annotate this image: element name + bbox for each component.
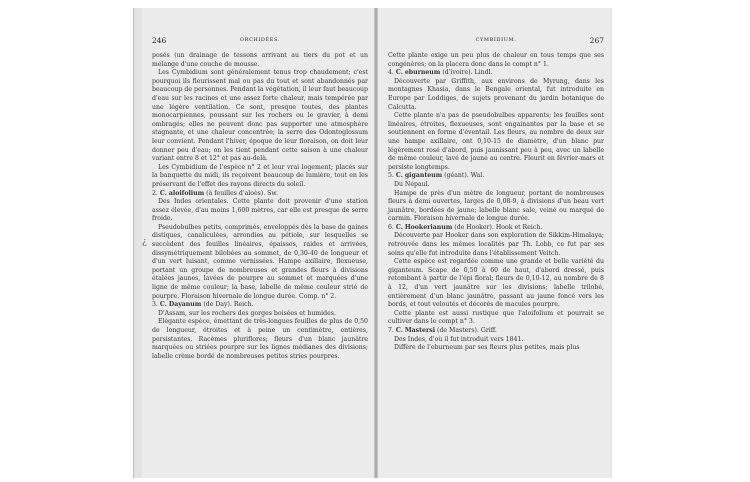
species-heading <box>388 327 604 336</box>
species-name: Dayanum <box>168 301 202 309</box>
right-page <box>378 8 610 478</box>
species-number: 2. <box>152 189 158 197</box>
species-common: (à feuilles d'aloès). <box>206 189 266 197</box>
species-text: Des Indes, d'où il fut introduit vers 1841. <box>394 335 524 343</box>
species-heading <box>152 301 368 310</box>
species-name: eburneum <box>404 69 441 77</box>
species-name: Mastersi <box>404 327 436 334</box>
species-number: 6. <box>388 223 394 231</box>
running-head-left: ORCHIDÉES. <box>239 37 281 43</box>
species-author: Sw. <box>267 189 278 197</box>
species-text: Cette plante n'a pas de pseudobulbes apparents; les feuilles sont linéaires, étroites, flexueuses, sont engainantes par la base et se soutiennent en forme d'éventail. Les fleurs, au nombre de deux sur une hampe axillaire, ont 0,10-15 de diamètre, d'un blanc pur légèrement rosé d'abord, puis jaunissant peu à peu, avec un labelle de même couleur, lavé de jaune au centre. Fleurit en février-mars et persiste longtemps. <box>388 112 604 171</box>
right-page-body <box>388 52 604 353</box>
species-author: Griff. <box>480 327 497 334</box>
left-page-body <box>152 52 368 361</box>
species-text: Pseudobulbes petits, comprimés, enveloppés dès la base de gaines distiques, canaliculées, arrondies au pétiole, sur lesquelles se succèdent des feuilles linéaires, épaisses, raides et arrivées, dissymétriquement bilobées au sommet, de 0,30-40 de longueur et d'un vert luisant, comme vernissées. Hampe axillaire, flexueuse, portant un groupe de nombreuses et grandes fleurs à divisions étalées jaunes, lavées de pourpre au sommet et marquées d'une ligne de même couleur; la base, labelle de même couleur strié de pourpre. Floraison hivernale de longue durée. Comp. n° 2. <box>152 223 368 300</box>
species-author: Wal. <box>470 172 485 180</box>
paragraph: Cette plante exige un peu plus de chaleur en tous temps que ses congénères; on la placera donc dans le compt n° 1. <box>388 52 604 68</box>
species-text: Des Indes orientales. Cette plante doit provenir d'une station assez élevée, d'au moins 1,600 mètres, car elle est presque de serre froide. <box>152 198 368 223</box>
species-author: Hook et Reich. <box>495 223 543 231</box>
species-number: 5. <box>388 172 394 180</box>
species-heading <box>388 172 604 181</box>
left-page-header <box>152 36 368 48</box>
species-number: 4. <box>388 69 394 77</box>
species-text: Cette plante est aussi rustique que l'aloifolium et pourrait se cultiver dans le compt n° 3. <box>388 309 604 326</box>
species-number: 7. <box>388 327 394 334</box>
paragraph: Les Cymbidium de l'espèce n° 2 et leur vrai logement; placés sur la banquette du midi, ils reçoivent beaucoup de lumière, tout en les préservant de l'effet des rayons directs du soleil. <box>152 163 368 188</box>
species-number: 3. <box>152 301 158 309</box>
page-number-left: 246 <box>152 36 167 45</box>
species-author: Reich. <box>233 301 254 309</box>
species-common: (de Day). <box>203 301 232 309</box>
species-text: Elégante espèce, émettant de très-longues feuilles de plus de 0,50 de longueur, étroites et à peine un centimètre, entières, persistantes. Racèmes pluriflores; fleurs d'un blanc jaunâtre marquées ou striées pourpre sur les lignes médianes des divisions; labelle crème bordé de nombreuses petites stries pourpres. <box>152 318 368 360</box>
book-scan <box>133 8 612 478</box>
species-heading <box>152 190 368 199</box>
species-text: Découverte par Griffith, aux environs de Myrung, dans les montagnes Khasia, dans le Bengale oriental, fut introduite en Europe par Loddiges, de sujets provenant du jardin botanique de Calcutta. <box>388 77 604 111</box>
species-common: (d'ivoire). <box>442 69 473 77</box>
margin-mark: ¿ <box>142 237 147 247</box>
species-author: Lindl. <box>474 69 493 77</box>
species-genus: C. <box>395 223 403 231</box>
species-heading <box>388 69 604 78</box>
species-text: Cette espèce est regardée comme une grande et belle variété du giganteum. Scape de 0,50 à 60 de haut, d'abord dressé, puis retombant à partir de l'épi floral; fleurs de 0,10-12, au nombre de 8 à 12, d'un vert jaunâtre sur les divisions; labelle trilobé, entièrement d'un blanc jaunâtre, passant au jaune foncé vers les bords, et tout veloutés et décorés de macules pourpre. <box>388 258 604 309</box>
species-text: D'Assam, sur les rochers des gorges boisées et humides. <box>158 309 336 317</box>
species-common: (de Masters). <box>437 327 479 334</box>
species-text: Du Népaul. <box>394 180 430 188</box>
species-text: Découverte par Hooker dans son exploration de Sikkim-Himalaya; retrouvée dans les mêmes localités par Th. Lobb, ce fut par ses soins qu'elle fut introduite dans l'établissement Veitch. <box>388 232 604 257</box>
species-common: (géant). <box>444 172 469 180</box>
species-heading <box>388 224 604 233</box>
species-genus: C. <box>395 172 403 180</box>
paragraph: posés (un drainage de tessons arrivant au tiers du pot et un mélange d'une couche de mousse. <box>152 52 368 68</box>
species-name: aloifolium <box>168 189 205 197</box>
species-text: Hampe de près d'un mètre de longueur, portant de nombreuses fleurs à demi ouvertes, larges de 0,08-9, à divisions d'un beau vert jaunâtre, bordées de jaune; labelle blanc sale, veiné ou marqué de carmin. Floraison hivernale de longue durée. <box>388 189 604 223</box>
species-common: (de Hooker). <box>454 223 494 231</box>
left-page <box>142 8 374 478</box>
species-name: giganteum <box>404 172 443 180</box>
page-number-right: 267 <box>589 36 604 45</box>
right-page-header <box>388 36 604 48</box>
species-genus: C. <box>395 327 403 334</box>
species-genus: C. <box>395 69 403 77</box>
species-name: Hookerianum <box>404 223 453 231</box>
species-genus: C. <box>159 189 167 197</box>
running-head-right: CYMBIDIUM. <box>475 37 517 43</box>
species-text: Diffère de l'eburneum par ses fleurs plus petites, mais plus <box>394 344 580 352</box>
paragraph: Les Cymbidium sont généralement tenus trop chaudement; c'est pourquoi ils fleurissent mal ou pas du tout et sont abandonnés par beaucoup de personnes. Pendant la végétation, il leur faut beaucoup d'eau sur les racines et une assez forte chaleur, mais tempérée par une légère ventilation. Ce sont, presque toutes, des plantes monocarpiennes, poussant sur les rochers ou le gravier, à demi ombragés; elles ne peuvent donc pas supporter une atmosphère stagnante, et une chaleur concentrée; la serre des Odontoglossum leur convient. Pendant l'hiver, époque de leur floraison, on doit leur donner peu d'eau; on les tient pendant cette saison à une chaleur variant entre 8 et 12° et pas au-delà. <box>152 69 368 163</box>
species-genus: C. <box>159 301 167 309</box>
